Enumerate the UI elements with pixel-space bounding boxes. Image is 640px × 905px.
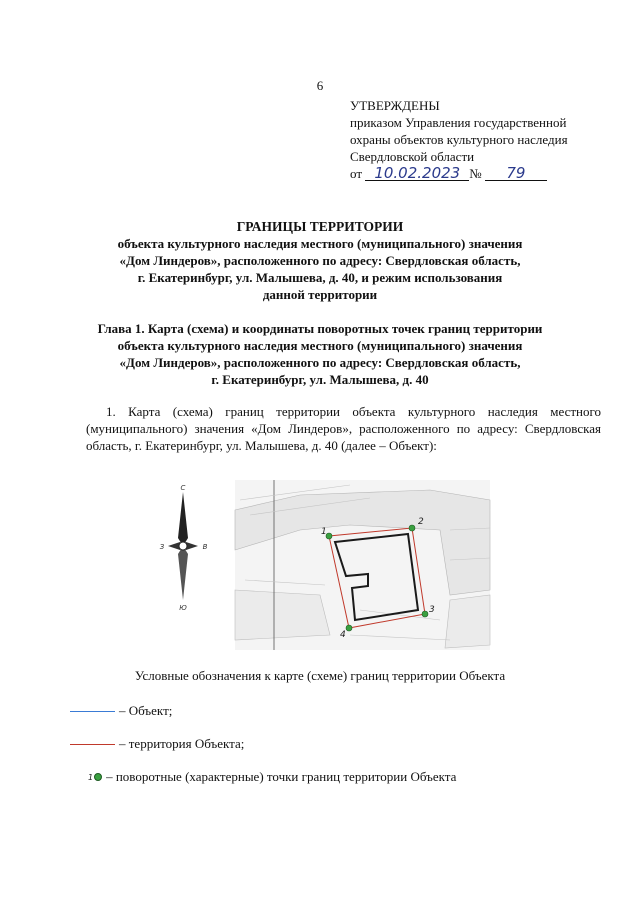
boundary-map xyxy=(150,470,495,650)
legend-territory-label: – территория Объекта; xyxy=(119,736,245,751)
block-southeast xyxy=(445,595,490,648)
legend-point-dot xyxy=(94,773,102,781)
title-line-3: «Дом Линдеров», расположенного по адресу: Свердловская область, xyxy=(119,253,521,268)
title-line-2: объекта культурного наследия местного (муниципального) значения xyxy=(117,236,523,251)
approval-heading: УТВЕРЖДЕНЫ xyxy=(350,98,440,113)
block-southwest xyxy=(235,590,330,640)
point-4-marker xyxy=(346,625,352,631)
point-2-marker xyxy=(409,525,415,531)
point-1-label: 1 xyxy=(321,527,327,537)
compass-center xyxy=(179,542,187,550)
legend-title: Условные обозначения к карте (схеме) границ территории Объекта xyxy=(134,668,506,683)
chapter-line-4: г. Екатеринбург, ул. Малышева, д. 40 xyxy=(211,372,429,387)
compass-south-arrow xyxy=(178,546,188,600)
point-4-label: 4 xyxy=(340,630,346,640)
point-3-label: 3 xyxy=(429,605,435,615)
point-2-label: 2 xyxy=(418,517,424,527)
title-main: ГРАНИЦЫ ТЕРРИТОРИИ xyxy=(236,219,404,234)
map-background xyxy=(235,480,490,650)
map-svg xyxy=(150,470,495,650)
legend-point-symbol xyxy=(88,773,102,782)
paragraph-1-text: 1. Карта (схема) границ территории объекта культурного наследия местного (муниципального) значения «Дом Линдеров», расположенного по адресу: Свердловская область, г. Екатеринбург, ул. Малышева, д. 40 (далее – Объект): xyxy=(86,404,601,453)
approval-date: 10.02.2023 xyxy=(365,166,469,181)
legend-points-label: – поворотные (характерные) точки границ территории Объекта xyxy=(106,769,457,784)
document-title xyxy=(60,218,580,303)
approval-line-2: охраны объектов культурного наследия xyxy=(350,132,568,147)
legend-territory-row xyxy=(70,736,244,752)
approval-number-label: № xyxy=(469,166,482,181)
approval-line-1: приказом Управления государственной xyxy=(350,115,567,130)
compass-north-arrow xyxy=(178,492,188,546)
legend-territory-line-swatch xyxy=(70,744,115,745)
title-line-5: данной территории xyxy=(262,287,378,302)
title-line-4: г. Екатеринбург, ул. Малышева, д. 40, и режим использования xyxy=(137,270,503,285)
approval-number: 79 xyxy=(485,166,547,181)
legend-object-label: – Объект; xyxy=(119,703,173,718)
legend-object-line-swatch xyxy=(70,711,115,712)
chapter-line-2: объекта культурного наследия местного (муниципального) значения xyxy=(117,338,523,353)
legend-object-row xyxy=(70,703,172,719)
page-number: 6 xyxy=(316,78,324,93)
legend-point-number: 1 xyxy=(88,772,94,782)
chapter-heading xyxy=(60,320,580,388)
compass-label-west: З xyxy=(159,543,165,551)
approval-stamp-block xyxy=(350,97,610,182)
compass-rose xyxy=(160,484,208,612)
chapter-line-1: Глава 1. Карта (схема) и координаты поворотных точек границ территории xyxy=(97,321,543,336)
approval-date-line xyxy=(350,165,610,182)
point-1-marker xyxy=(326,533,332,539)
approval-from-prefix: от xyxy=(350,166,363,181)
compass-label-east: В xyxy=(202,543,208,551)
approval-line-3: Свердловской области xyxy=(350,149,475,164)
legend-points-row xyxy=(70,769,456,785)
point-3-marker xyxy=(422,611,428,617)
chapter-line-3: «Дом Линдеров», расположенного по адресу: Свердловская область, xyxy=(119,355,521,370)
paragraph-1 xyxy=(86,403,601,454)
compass-label-south: Ю xyxy=(179,604,187,612)
compass-label-north: С xyxy=(180,484,186,492)
